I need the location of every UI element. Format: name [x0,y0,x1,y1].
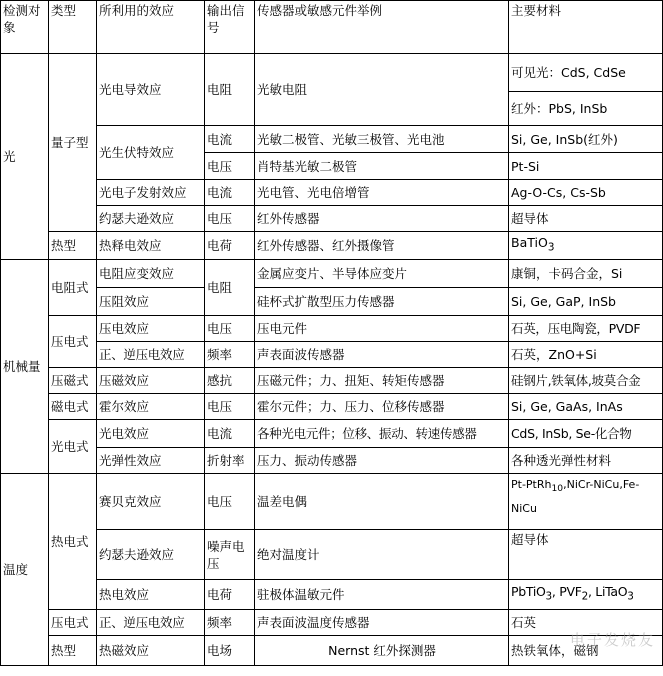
example-cell: 光电管、光电倍增管 [255,180,509,206]
signal-cell: 电荷 [205,232,255,260]
material-subscript: 3 [545,590,552,603]
table-row [1,580,663,610]
material-text: , PVF [551,584,582,600]
material-cell: Si, Ge, InSb(红外) [509,126,663,153]
material-cell: Si, Ge, GaP, InSb [509,288,663,316]
material-subscript: 3 [627,590,634,603]
type-cell: 压电式 [49,316,97,368]
table-row [1,610,663,636]
material-cell: Ag-O-Cs, Cs-Sb [509,180,663,206]
effect-cell: 赛贝克效应 [97,474,205,530]
header-type: 类型 [49,1,97,54]
signal-cell: 电流 [205,420,255,448]
material-cell: 康铜，卡码合金，Si [509,260,663,288]
object-cell: 温度 [1,474,49,666]
type-cell: 磁电式 [49,394,97,420]
material-cell: Si, Ge, GaAs, InAs [509,394,663,420]
material-cell: 热铁氧体，磁钢 [509,636,663,666]
example-cell: 驻极体温敏元件 [255,580,509,610]
signal-cell: 电阻 [205,54,255,126]
table-row [1,180,663,206]
type-cell: 压磁式 [49,368,97,394]
effect-cell: 热电效应 [97,580,205,610]
header-main-material: 主要材料 [509,1,663,54]
example-cell: 压磁元件；力、扭矩、转矩传感器 [255,368,509,394]
material-text: ,NiCr-NiCu,Fe-NiCu [511,478,640,516]
effect-cell: 约瑟夫逊效应 [97,530,205,580]
type-cell: 热型 [49,232,97,260]
material-cell: 石英，ZnO+Si [509,342,663,368]
effect-cell: 光电子发射效应 [97,180,205,206]
effect-cell: 热磁效应 [97,636,205,666]
material-cell [509,232,663,260]
type-cell: 电阻式 [49,260,97,316]
signal-cell: 折射率 [205,448,255,474]
header-effect: 所利用的效应 [97,1,205,54]
effect-cell: 压磁效应 [97,368,205,394]
table-row [1,288,663,316]
material-cell: CdS, InSb, Se-化合物 [509,420,663,448]
effect-cell: 光电效应 [97,420,205,448]
example-cell: 声表面波传感器 [255,342,509,368]
material-cell: 石英，压电陶瓷，PVDF [509,316,663,342]
signal-cell: 电压 [205,474,255,530]
object-cell: 机械量 [1,260,49,474]
example-cell: Nernst 红外探测器 [255,636,509,666]
signal-cell: 感抗 [205,368,255,394]
material-subscript: 10 [551,483,564,495]
material-cell [509,474,663,530]
effect-cell: 正、逆压电效应 [97,610,205,636]
table-row [1,420,663,448]
table-row [1,206,663,232]
signal-cell: 电压 [205,206,255,232]
material-cell: 各种透光弹性材料 [509,448,663,474]
example-cell: 金属应变片、半导体应变片 [255,260,509,288]
effect-cell: 光生伏特效应 [97,126,205,180]
table-row [1,54,663,92]
example-cell: 温差电偶 [255,474,509,530]
material-subscript: 2 [581,590,588,603]
effect-cell: 压阻效应 [97,288,205,316]
signal-cell: 电流 [205,180,255,206]
effect-cell: 正、逆压电效应 [97,342,205,368]
effect-cell: 约瑟夫逊效应 [97,206,205,232]
material-subscript: 3 [547,241,555,254]
example-cell: 压力、振动传感器 [255,448,509,474]
table-row [1,368,663,394]
example-cell: 光敏电阻 [255,54,509,126]
material-text: Pt-PtRh [511,478,552,491]
type-cell: 热电式 [49,474,97,610]
table-row [1,636,663,666]
signal-cell: 频率 [205,610,255,636]
material-text: PbTiO [511,584,546,600]
watermark: 电子发烧友 [569,631,655,649]
signal-cell: 噪声电压 [205,530,255,580]
material-cell: 可见光：CdS, CdSe [509,54,663,92]
table-row [1,316,663,342]
example-cell: 声表面波温度传感器 [255,610,509,636]
example-cell: 压电元件 [255,316,509,342]
type-cell: 量子型 [49,54,97,232]
signal-cell: 电压 [205,394,255,420]
example-cell: 硅杯式扩散型压力传感器 [255,288,509,316]
material-cell: 超导体 [509,530,663,580]
header-sensor-example: 传感器或敏感元件举例 [255,1,509,54]
table-row [1,530,663,580]
table-row [1,260,663,288]
example-cell: 各种光电元件；位移、振动、转速传感器 [255,420,509,448]
material-cell: 超导体 [509,206,663,232]
signal-cell: 电荷 [205,580,255,610]
table-row [1,342,663,368]
example-cell: 霍尔元件；力、压力、位移传感器 [255,394,509,420]
example-cell: 红外传感器、红外摄像管 [255,232,509,260]
table-row [1,474,663,530]
table-row [1,394,663,420]
material-text: BaTiO [511,235,548,251]
signal-cell: 电场 [205,636,255,666]
signal-cell: 电阻 [205,260,255,316]
type-cell: 光电式 [49,420,97,474]
material-cell: 石英 [509,610,663,636]
effect-cell: 光电导效应 [97,54,205,126]
table-row [1,232,663,260]
signal-cell: 频率 [205,342,255,368]
object-cell: 光 [1,54,49,260]
header-detect-object: 检测对象 [1,1,49,54]
effect-cell: 光弹性效应 [97,448,205,474]
example-cell: 红外传感器 [255,206,509,232]
example-cell: 绝对温度计 [255,530,509,580]
material-cell: 硅钢片,铁氧体,坡莫合金 [509,368,663,394]
material-cell: 红外：PbS, InSb [509,92,663,126]
material-cell [509,580,663,610]
header-row [1,1,663,54]
type-cell: 热型 [49,636,97,666]
effect-cell: 电阻应变效应 [97,260,205,288]
example-cell: 光敏二极管、光敏三极管、光电池 [255,126,509,153]
material-text: , LiTaO [587,584,628,600]
material-cell: Pt-Si [509,153,663,180]
effect-cell: 热释电效应 [97,232,205,260]
effect-cell: 霍尔效应 [97,394,205,420]
type-cell: 压电式 [49,610,97,636]
table-row [1,448,663,474]
effect-cell: 压电效应 [97,316,205,342]
signal-cell: 电流 [205,126,255,153]
example-cell: 肖特基光敏二极管 [255,153,509,180]
signal-cell: 电压 [205,153,255,180]
signal-cell: 电压 [205,316,255,342]
header-output-signal: 输出信号 [205,1,255,54]
table-row [1,126,663,153]
